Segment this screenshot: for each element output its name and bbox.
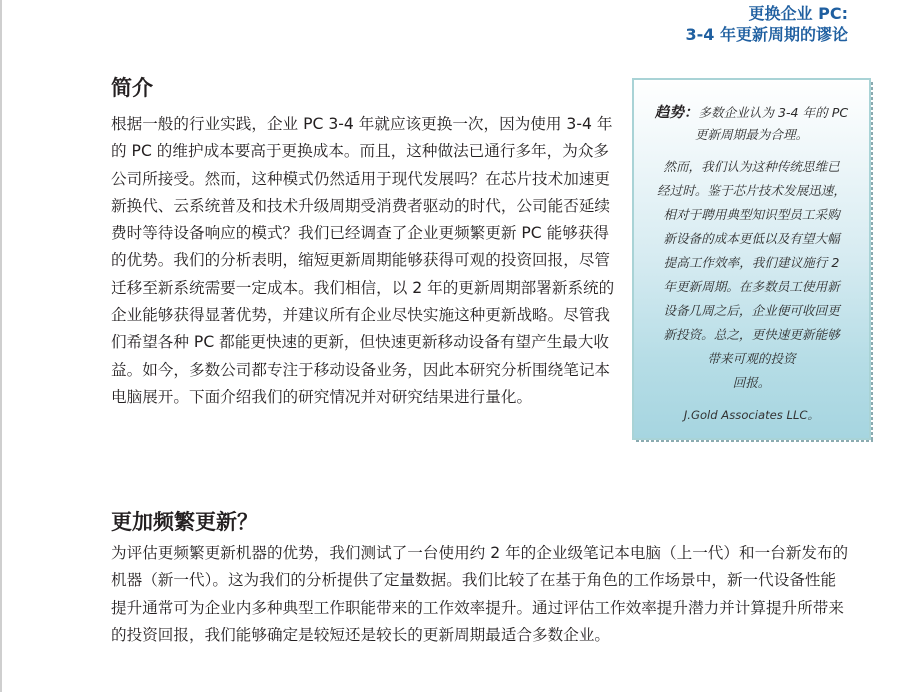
callout-line: 回报。: [732, 375, 771, 390]
callout-shadow-right: [871, 82, 873, 442]
callout-line: 新设备的成本更低以及有望大幅: [663, 231, 840, 246]
intro-paragraph: 根据一般的行业实践，企业 PC 3-4 年就应该更换一次，因为使用 3-4 年的 PC 的维护成本要高于更换成本。而且，这种做法已通行多年，为众多公司所接受。然而，这种模式仍然适用于现代发展吗？在芯片技术加速更新换代、云系统普及和技术升级周期受消费者驱动的时代，公司能否延续费时等待设备响应的模式？我们已经调查了企业更频繁更新 PC 能够获得的优势。我们的分析表明，缩短更新周期能够获得可观的投资回报，尽管迁移至新系统需要一定成本。我们相信，以 2 年的更新周期部署新系统的企业能够获得显著优势，并建议所有企业尽快实施这种更新战略。尽管我们希望各种 PC 都能更快速的更新，但快速更新移动设备有望产生最大收益。如今，多数公司都专注于移动设备业务，因此本研究分析围绕笔记本电脑展开。下面介绍我们的研究情况并对研究结果进行量化。: [111, 115, 615, 406]
header-title-line2: 3-4 年更新周期的谬论: [685, 25, 848, 44]
trend-text: 多数企业认为 3-4 年的 PC 更新周期最为合理。: [694, 105, 849, 142]
callout-line: 相对于聘用典型知识型员工采购: [663, 207, 840, 222]
page-header: [686, 3, 848, 45]
more-frequent-paragraph: 为评估更频繁更新机器的优势，我们测试了一台使用约 2 年的企业级笔记本电脑（上一代）和一台新发布的机器（新一代）。这为我们的分析提供了定量数据。我们比较了在基于角色的工作场景中，新一代设备性能提升通常可为企业内多种典型工作职能带来的工作效率提升。通过评估工作效率提升潜力并计算提升所带来的投资回报，我们能够确定是较短还是较长的更新周期最适合多数企业。: [111, 544, 849, 644]
callout-line: 年更新周期。在多数员工使用新: [663, 279, 840, 294]
trend-callout-box: [632, 78, 871, 440]
more-frequent-heading: 更加频繁更新？: [111, 510, 258, 534]
callout-credit: J.Gold Associates LLC。: [683, 408, 820, 422]
callout-line: 带来可观的投资: [707, 351, 796, 366]
header-title-line1: 更换企业 PC:: [748, 4, 848, 23]
callout-body: [634, 155, 869, 395]
intro-heading: 简介: [111, 76, 153, 100]
callout-line: 设备几周之后，企业便可收回更: [663, 303, 840, 318]
callout-line: 提高工作效率，我们建议施行 2: [663, 255, 840, 270]
callout-line: 经过时。鉴于芯片技术发展迅速，: [657, 183, 846, 198]
page-left-edge: [0, 0, 2, 692]
callout-line: 新投资。总之，更快速更新能够: [663, 327, 840, 342]
trend-label: 趋势：: [654, 105, 699, 121]
callout-shadow-bottom: [636, 440, 873, 442]
trend-summary: [634, 102, 869, 145]
callout-line: 然而，我们认为这种传统思维已: [663, 159, 840, 174]
